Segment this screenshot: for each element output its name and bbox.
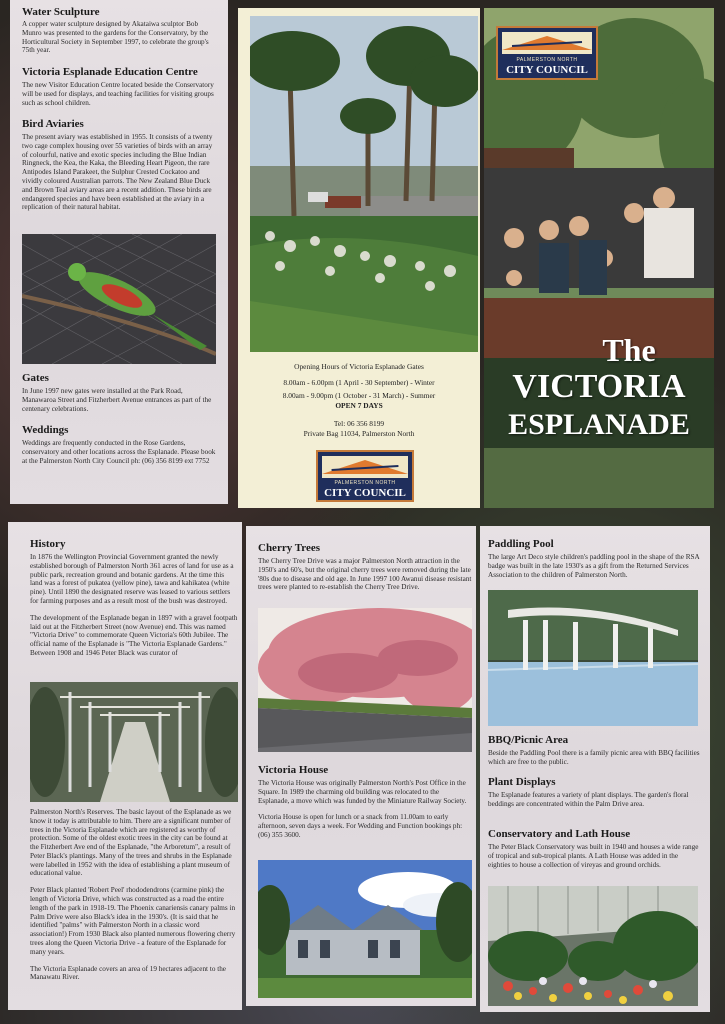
hours-title: Opening Hours of Victoria Esplanade Gates	[294, 362, 424, 371]
text-bird-aviaries: The present aviary was established in 1955. It consists of a twenty two cage complex housing over 55 varieties of birds with an array of colourful, native and exotic species including the Blue Indian Ringneck, the Kea, the Kaka, the Bleeding Heart Pigeon, the rare Antipodes Island Parakeet, the Sulphur Crested Cockatoo and vividly coloured Australian parrots. The New Zealand Blue Duck and Brown Teal aviary areas are a recent addition. These birds are endangered species and have been established at the aviary in a replication of their natural habitat.	[22, 133, 213, 212]
cherry-trees-photo	[258, 608, 472, 752]
city-council-logo	[316, 450, 414, 502]
text-history-5: The Victoria Esplanade covers an area of 19 hectares adjacent to the Manawatu River.	[30, 964, 226, 982]
text-conservatory: The Peter Black Conservatory was built in 1940 and houses a wide range of tropical and sub-tropical plants. A Lath House was added in the eighties to house a collection of vireyas and ground orchids.	[488, 843, 699, 869]
text-paddling-pool: The large Art Deco style children's paddling pool in the shape of the RSA badge was built in the late 1930's as a gift from the Returned Services Association to the children of Palmerston North.	[488, 553, 700, 579]
hours-summer: 8.00am - 9.00pm (1 October - 31 March) - Summer	[282, 390, 436, 400]
section-bird-aviaries	[22, 118, 216, 212]
palm-drive-photo	[250, 16, 478, 352]
opening-hours-block	[238, 362, 480, 439]
text-history-1: In 1876 the Wellington Provincial Government granted the newly established borough of Palmerston North 361 acres of land for use as a public park, recreation ground and botanic gardens. At the time this land was a forest of pukatea (yellow pine), tawa and kahikatea (white pine). Until 1890 the designated reserve was leased to various settlers for farming purposes and as a result most of the bush was destroyed.	[30, 553, 234, 605]
section-water-sculpture	[22, 6, 216, 55]
text-plant-displays: The Esplanade features a variety of plant displays. The garden's floral beddings are concentrated within the Palm Drive area.	[488, 791, 689, 808]
hours-winter: 8.00am - 6.00pm (1 April - 30 September) - Winter	[283, 377, 435, 387]
panel-bottom-left	[8, 522, 242, 1010]
text-weddings: Weddings are frequently conducted in the Rose Gardens, conservatory and other locations across the Esplanade. Please book at the Palmerston North City Council ph: (06) 356 8199 ext 7752	[22, 439, 216, 465]
parrot-photo	[22, 234, 216, 364]
logo-emblem	[322, 456, 408, 478]
cover-title-esplanade: ESPLANADE	[508, 408, 690, 441]
heading-water-sculpture: Water Sculpture	[22, 6, 100, 18]
section-weddings	[22, 424, 216, 465]
cover-title-victoria: VICTORIA	[512, 368, 686, 405]
panel-bottom-center	[246, 526, 476, 1006]
section-history-continued	[30, 808, 238, 982]
pergola-walk-photo	[30, 682, 238, 802]
section-education-centre	[22, 66, 216, 107]
heading-victoria-house: Victoria House	[258, 764, 329, 776]
section-bbq-picnic	[488, 734, 702, 767]
heading-bird-aviaries: Bird Aviaries	[22, 118, 84, 130]
cover-logo-emblem	[502, 32, 592, 54]
heading-cherry-trees: Cherry Trees	[258, 542, 321, 554]
text-cherry-trees: The Cherry Tree Drive was a major Palmerston North attraction in the 1950's and 60's, but the original cherry trees were removed during the late '80s due to disease and old age. In June 1997 100 Awanui disease resistant trees were planted to re-establish the Cherry Tree Drive.	[258, 557, 472, 592]
cover-title-the: The	[602, 332, 656, 368]
text-bbq-picnic: Beside the Paddling Pool there is a family picnic area with BBQ facilities which are free to the public.	[488, 749, 700, 766]
panel-cover	[484, 8, 714, 508]
postal-address: Private Bag 11034, Palmerston North	[303, 428, 415, 438]
logo-big-text: CITY COUNCIL	[324, 487, 406, 499]
panel-top-center	[238, 8, 480, 508]
phone-number: Tel: 06 356 8199	[333, 418, 385, 428]
text-gates: In June 1997 new gates were installed at the Park Road, Manawaroa Street and Fitzherbert Avenue entrances as part of the centenary celebrations.	[22, 387, 212, 413]
heading-education-centre: Victoria Esplanade Education Centre	[22, 66, 198, 78]
heading-conservatory: Conservatory and Lath House	[488, 828, 631, 840]
victoria-house-photo	[258, 860, 472, 998]
paddling-pool-photo	[488, 590, 698, 726]
section-plant-displays	[488, 776, 702, 809]
heading-gates: Gates	[22, 372, 49, 384]
cover-city-council-logo	[496, 26, 598, 80]
section-conservatory	[488, 828, 702, 869]
section-gates	[22, 372, 216, 413]
heading-weddings: Weddings	[22, 424, 69, 436]
logo-small-text: PALMERSTON NORTH	[334, 480, 396, 486]
panel-bottom-right	[480, 526, 710, 1012]
text-victoria-house-2: Victoria House is open for lunch or a snack from 11.00am to early afternoon, seven days a week. For Wedding and Function bookings ph: (06) 355 3600.	[258, 813, 463, 839]
conservatory-photo	[488, 886, 698, 1006]
section-victoria-house	[258, 764, 472, 840]
heading-plant-displays: Plant Displays	[488, 776, 556, 788]
section-paddling-pool	[488, 538, 702, 579]
section-cherry-trees	[258, 542, 472, 592]
heading-bbq-picnic: BBQ/Picnic Area	[488, 734, 569, 746]
text-education-centre: The new Visitor Education Centre located beside the Conservatory will be used for displays, and teaching facilities for visiting groups such as school children.	[22, 81, 214, 107]
open-days: OPEN 7 DAYS	[335, 400, 383, 410]
cover-logo-small-text: PALMERSTON NORTH	[516, 57, 578, 63]
text-history-2: The development of the Esplanade began in 1897 with a gravel footpath laid out at the Fitzherbert Street (now Avenue) end. This was named "Victoria Drive" to commemorate Queen Victoria's 60th Jubilee. The official name of the Esplanade is "The Victoria Esplanade Gardens." Between 1908 and 1946 Peter Black was curator of	[30, 613, 238, 657]
heading-history: History	[30, 538, 66, 550]
text-victoria-house-1: The Victoria House was originally Palmerston North's Post Office in the Square. In 1989 the charming old building was relocated to the Esplanade, a move which was funded by the Miniature Railway Society.	[258, 779, 467, 805]
text-history-4: Peter Black planted 'Robert Peel' rhododendrons (carmine pink) the length of Victoria Drive, which was constructed as a road the entire length of the park in 1918-19. The Phoenix canariensis canary palms in Palm Drive were also Black's idea in the 1930's. (It is said that he identified "palms" with Palmerston North in a classic word association!) From 1930 Black also planted numerous flowering cherry trees along the Queen Victoria Drive - a feature of the Esplanade for many years.	[30, 886, 236, 956]
text-water-sculpture: A copper water sculpture designed by Akataiwa sculptor Bob Munro was presented to the gardens for the Conservatory, by the Horticultural Society in September 1997, to celebrate the group's 75th year.	[22, 20, 209, 55]
text-history-3: Palmerston North's Reserves. The basic layout of the Esplanade as we know it today is attributable to him. There are a significant number of trees in the Victoria Esplanade which are registered as worthy of protection. Some of the oldest exotic trees in the city can be found at the Fitzherbert Ave end of the Esplanade, "the Arboretum", a result of Peter Black's plantings. Many of the trees and shrubs in the Esplanade were labelled in 1952 with the idea of establishing a plant museum of educational value.	[30, 808, 232, 878]
heading-paddling-pool: Paddling Pool	[488, 538, 554, 550]
panel-top-left	[10, 0, 228, 504]
section-history	[30, 538, 238, 658]
cover-logo-big-text: CITY COUNCIL	[506, 64, 588, 76]
